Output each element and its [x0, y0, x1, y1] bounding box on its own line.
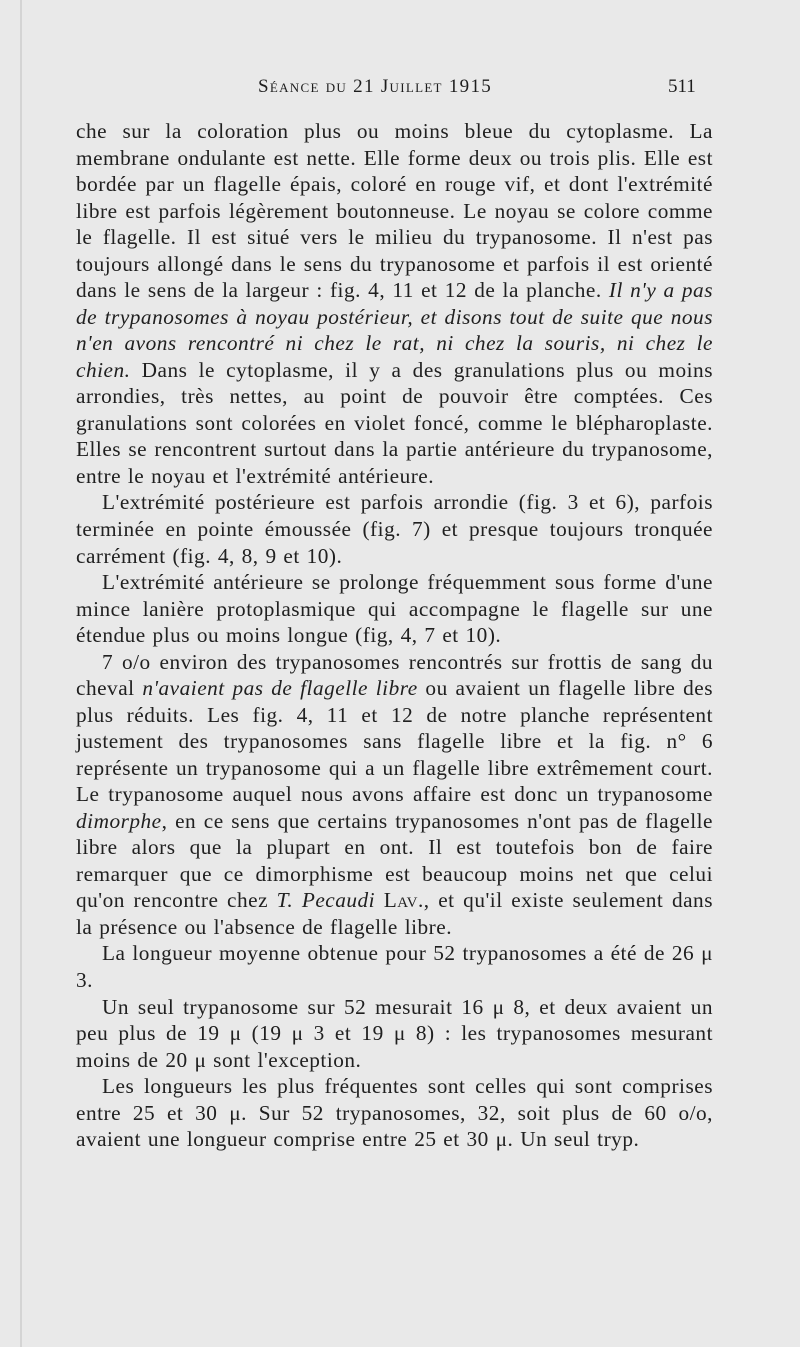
paragraph	[76, 940, 713, 993]
body-text	[76, 118, 713, 1153]
paragraph	[76, 1073, 713, 1153]
italic-text: n'avaient pas de flagelle libre	[142, 676, 418, 701]
text-run: Les longueurs les plus fréquentes sont celles qui sont comprises entre 25 et 30 μ. Sur 52 trypanosomes, 32, soit plus de 60 o/o, avaient une longueur comprise entre 25 et 30 μ. Un seul tryp.	[76, 1074, 713, 1152]
text-run: che sur la coloration plus ou moins bleue du cytoplasme. La membrane ondulante est nette. Elle forme deux ou trois plis. Elle est bordée par un flagelle épais, coloré en rouge vif, et dont l'extrémité libre est parfois légèrement boutonneuse. Le noyau se colore comme le flagelle. Il est situé vers le milieu du trypanosome. Il n'est pas toujours allongé dans le sens du trypanosome et parfois il est orienté dans le sens de la largeur : fig. 4, 11 et 12 de la planche.	[76, 119, 713, 303]
page-header	[0, 76, 800, 106]
italic-text: dimorphe	[76, 808, 162, 833]
text-run: , et qu'il existe seulement dans la présence ou l'absence de flagelle libre.	[76, 888, 713, 939]
italic-text: Il n'y a pas de trypanosomes à noyau postérieur, et disons tout de suite que nous n'en avons rencontré ni chez le rat, ni chez la souris, ni chez le chien.	[76, 278, 713, 382]
italic-text: T. Pecaudi	[276, 888, 376, 913]
page-number: 511	[668, 76, 696, 97]
running-head: Séance du 21 Juillet 1915	[258, 76, 493, 97]
text-run: , en ce sens que certains trypanosomes n'ont pas de flagelle libre alors que la plupart en ont. Il est toutefois bon de faire remarquer que ce dimorphisme est beaucoup moins net que celui qu'on rencontre chez	[76, 808, 713, 913]
paragraph	[76, 489, 713, 569]
text-run: Un seul trypanosome sur 52 mesurait 16 μ 8, et deux avaient un peu plus de 19 μ (19 μ 3 et 19 μ 8) : les trypanosomes mesurant moins de 20 μ sont l'exception.	[76, 994, 713, 1072]
paragraph	[76, 649, 713, 941]
author-abbreviation: Lav.	[375, 888, 424, 913]
page-fold-shadow	[20, 0, 22, 1347]
paragraph	[76, 569, 713, 649]
paragraph	[76, 994, 713, 1074]
text-run: Dans le cytoplasme, il y a des granulations plus ou moins arrondies, très nettes, au point de pouvoir être comptées. Ces granulations sont colorées en violet foncé, comme le blépharoplaste. Elles se rencontrent surtout dans la partie antérieure du trypanosome, entre le noyau et l'extrémité antérieure.	[76, 357, 713, 488]
text-run: La longueur moyenne obtenue pour 52 trypanosomes a été de 26 μ 3.	[76, 941, 713, 992]
text-run: L'extrémité postérieure est parfois arrondie (fig. 3 et 6), parfois terminée en pointe émoussée (fig. 7) et presque toujours tronquée carrément (fig. 4, 8, 9 et 10).	[76, 490, 713, 568]
text-run: L'extrémité antérieure se prolonge fréquemment sous forme d'une mince lanière protoplasmique qui accompagne le flagelle sur une étendue plus ou moins longue (fig, 4, 7 et 10).	[76, 570, 713, 648]
paragraph	[76, 118, 713, 489]
text-run: 7 o/o environ des trypanosomes rencontrés sur frottis de sang du cheval	[76, 649, 713, 701]
text-run: ou avaient un flagelle libre des plus réduits. Les fig. 4, 11 et 12 de notre planche représentent justement des trypanosomes sans flagelle libre et la fig. n° 6 représente un trypanosome qui a un flagelle libre extrêmement court. Le trypanosome auquel nous avons affaire est donc un trypanosome	[76, 676, 713, 807]
